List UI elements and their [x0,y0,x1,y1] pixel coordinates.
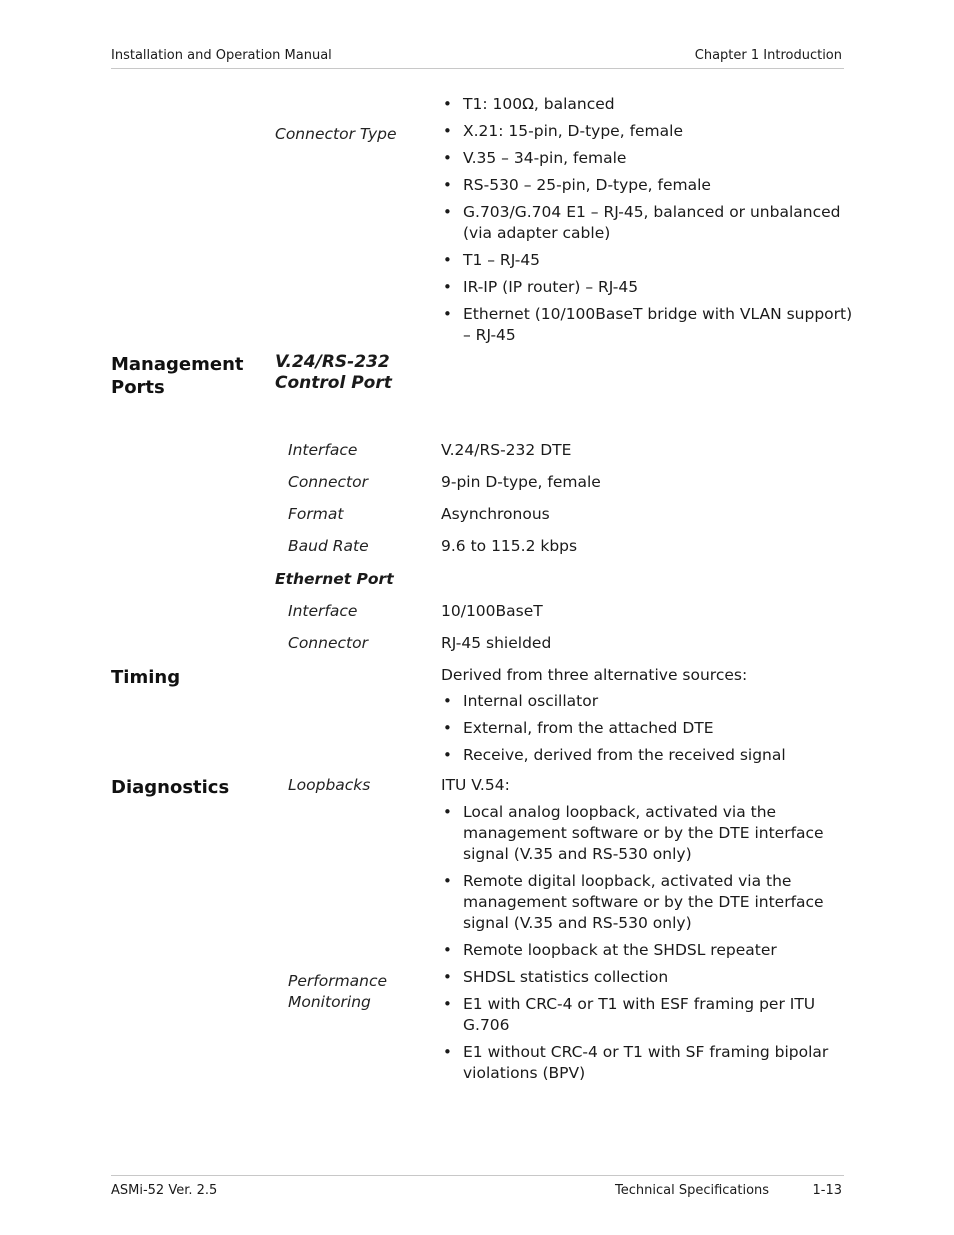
page-header [111,48,844,69]
list-item: • T1 – RJ-45 [441,250,856,271]
page-footer [111,1175,844,1198]
timing-intro: Derived from three alternative sources: [441,666,748,684]
list-item: • SHDSL statistics collection [441,967,856,988]
performance-monitoring-label: Performance Monitoring [288,972,388,1011]
list-item: • Remote digital loopback, activated via the management software or by the DTE interface signal (V.35 and RS-530 only) [441,871,856,934]
connector-type-list [441,94,856,346]
footer-page-number: 1-13 [812,1183,842,1198]
list-item: • Local analog loopback, activated via the management software or by the DTE interface signal (V.35 and RS-530 only) [441,802,856,865]
list-item: • RS-530 – 25-pin, D-type, female [441,175,856,196]
header-manual-title: Installation and Operation Manual [111,48,332,63]
list-item: • Internal oscillator [441,691,856,712]
list-item: • Receive, derived from the received signal [441,745,856,766]
connector-type-label: Connector Type [275,125,397,143]
spec-label-baud-rate: Baud Rate [288,537,369,555]
spec-value-baud-rate: 9.6 to 115.2 kbps [441,537,578,555]
spec-label-connector: Connector [288,473,368,491]
list-item: • Remote loopback at the SHDSL repeater [441,940,856,961]
spec-value-format: Asynchronous [441,505,550,523]
spec-value-eth-connector: RJ-45 shielded [441,634,552,652]
spec-value-connector: 9-pin D-type, female [441,473,601,491]
spec-label-eth-connector: Connector [288,634,368,652]
list-item: • V.35 – 34-pin, female [441,148,856,169]
list-item: • G.703/G.704 E1 – RJ-45, balanced or unbalanced (via adapter cable) [441,202,856,244]
list-item: • E1 with CRC-4 or T1 with ESF framing per ITU G.706 [441,994,856,1036]
footer-section-title: Technical Specifications [615,1183,770,1198]
section-timing: Timing [111,667,181,688]
section-management-ports: Management Ports [111,354,244,398]
footer-product-version: ASMi-52 Ver. 2.5 [111,1183,218,1198]
list-item: • E1 without CRC-4 or T1 with SF framing bipolar violations (BPV) [441,1042,856,1084]
header-chapter: Chapter 1 Introduction [694,48,842,63]
ethernet-port-heading: Ethernet Port [275,570,394,588]
loopbacks-list [441,802,856,961]
spec-label-interface: Interface [288,441,358,459]
list-item: • External, from the attached DTE [441,718,856,739]
timing-list [441,691,856,766]
spec-value-interface: V.24/RS-232 DTE [441,441,572,459]
section-diagnostics: Diagnostics [111,777,230,798]
loopbacks-intro: ITU V.54: [441,776,510,794]
control-port-heading: V.24/RS-232 Control Port [275,352,392,393]
spec-label-eth-interface: Interface [288,602,358,620]
loopbacks-label: Loopbacks [288,776,371,794]
list-item: • IR-IP (IP router) – RJ-45 [441,277,856,298]
list-item: • X.21: 15-pin, D-type, female [441,121,856,142]
spec-label-format: Format [288,505,344,523]
list-item: • T1: 100Ω, balanced [441,94,856,115]
performance-list [441,967,856,1084]
spec-value-eth-interface: 10/100BaseT [441,602,543,620]
list-item: • Ethernet (10/100BaseT bridge with VLAN support) – RJ-45 [441,304,856,346]
